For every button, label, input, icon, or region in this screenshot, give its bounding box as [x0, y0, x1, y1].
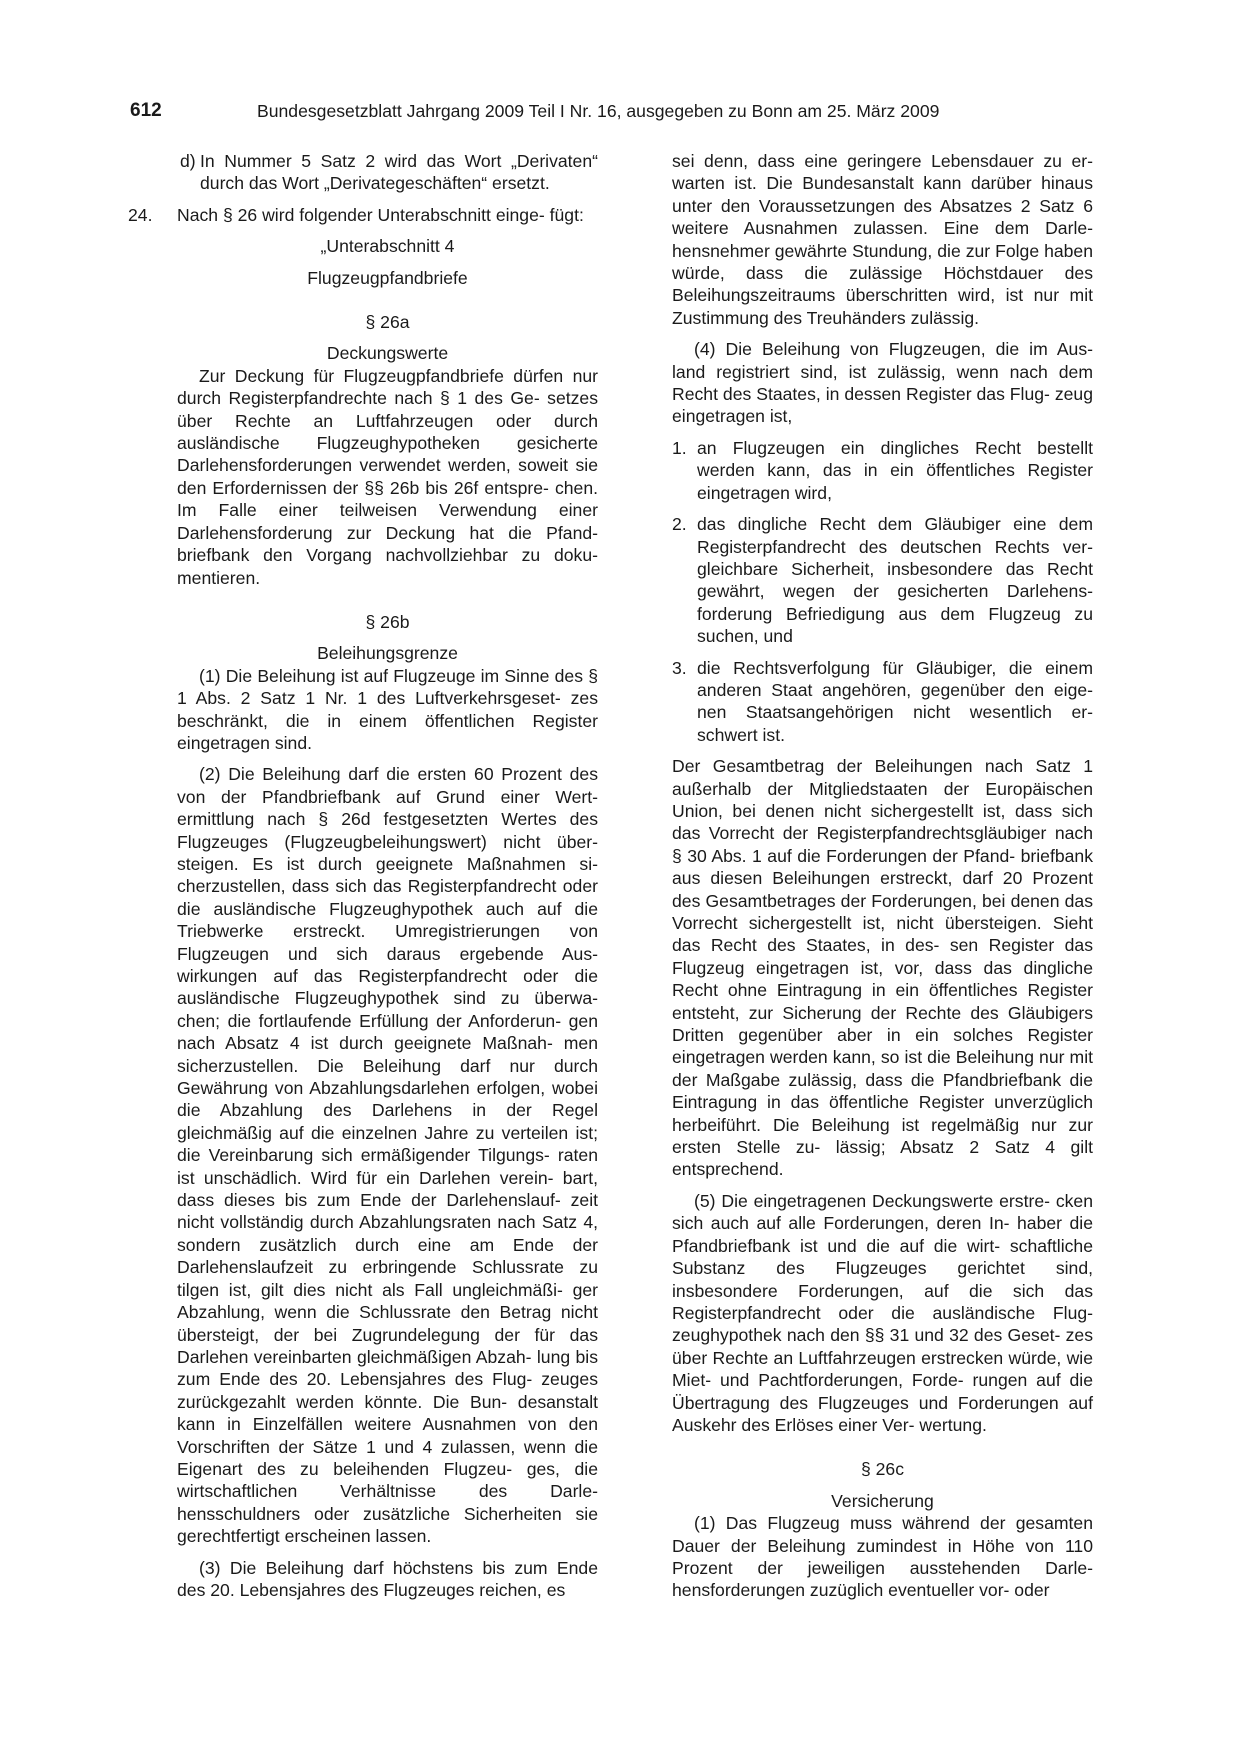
section-title-26c: Versicherung	[831, 1490, 934, 1511]
item-text: die Rechtsverfolgung für Gläubiger, die einem anderen Staat angehören, gegenüber den eige- nen Staatsangehörigen nicht wesentlich er- schwert ist.	[697, 657, 1093, 745]
item-label: 3.	[672, 657, 687, 678]
list-item-24	[128, 204, 598, 226]
item-text: das dingliche Recht dem Gläubiger eine dem Registerpfandrecht des deutschen Rechts ver- gleichbare Sicherheit, insbesondere das Recht gewährt, wegen der gesicherten Darlehens- forderung Befriedigung aus dem Flugzeug zu suchen, und	[697, 514, 1093, 647]
running-title: Bundesgesetzblatt Jahrgang 2009 Teil I Nr. 16, ausgegeben zu Bonn am 25. März 2009	[257, 101, 940, 121]
paragraph-26b-2: (2) Die Beleihung darf die ersten 60 Prozent des von der Pfandbriefbank auf Grund einer Wert- ermittlung nach § 26d festgesetzten Wertes des Flugzeuges (Flugzeugbeleihungswert) nicht über- steigen. Es ist durch geeignete Maßnahmen si- cherzustellen, dass sich das Registerpfandrecht oder die ausländische Flugzeughypothek auch auf die Triebwerke erstreckt. Umregistrierungen von Flugzeugen und sich daraus ergebende Aus- wirkungen auf das Registerpfandrecht oder die ausländische Flugzeughypothek sind zu überwa- chen; die fortlaufende Erfüllung der Anforderun- gen nach Absatz 4 ist durch geeignete Maßnah- men sicherzustellen. Die Beleihung darf nur durch Gewährung von Abzahlungsdarlehen erfolgen, wobei die Abzahlung des Darlehens in der Regel gleichmäßig auf die einzelnen Jahre zu verteilen ist; die Vereinbarung sich ermäßigender Tilgungs- raten ist unschädlich. Wird für ein Darlehen verein- bart, dass dieses bis zum Ende der Darlehenslauf- zeit nicht vollständig durch Abzahlungsraten nach Satz 4, sondern zusätzlich durch eine am Ende der Darlehenslaufzeit zu erbringende Schlussrate zu tilgen ist, gilt dies nicht als Fall ungleichmäßi- ger Abzahlung, wenn die Schlussrate den Betrag nicht übersteigt, der bei Zugrundelegung der für das Darlehen vereinbarten gleichmäßigen Abzah- lung bis zum Ende des 20. Lebensjahres des Flug- zeuges zurückgezahlt werden könnte. Die Bun- desanstalt kann in Einzelfällen weitere Ausnahmen von den Vorschriften der Sätze 1 und 4 zulassen, wenn die Eigenart des zu beleihenden Flugzeu- ges, die wirtschaftlichen Verhältnisse des Darle- hensschuldners oder zusätzliche Sicherheiten sie gerechtfertigt erscheinen lassen.	[177, 764, 598, 1547]
paragraph-26c-1: (1) Das Flugzeug muss während der gesamten Dauer der Beleihung zumindest in Höhe von 110 Prozent der jeweiligen ausstehenden Darle- hensforderungen zuzüglich eventueller vor- oder	[672, 1513, 1093, 1601]
page-header	[130, 100, 1110, 126]
subsection-title: Flugzeugpfandbriefe	[307, 267, 468, 288]
page-number: 612	[130, 100, 162, 121]
list-item-3	[672, 657, 1093, 747]
section-number-26b: § 26b	[365, 611, 410, 632]
section-number-26c: § 26c	[860, 1459, 905, 1480]
list-item-d	[180, 150, 598, 195]
section-title-26a: Deckungswerte	[326, 343, 449, 364]
item-label: 1.	[672, 437, 687, 458]
item-text: Nach § 26 wird folgender Unterabschnitt einge- fügt:	[177, 204, 584, 225]
section-title-26b: Beleihungsgrenze	[317, 643, 458, 664]
section-number-26a: § 26a	[365, 312, 410, 333]
paragraph-26b-5: (5) Die eingetragenen Deckungswerte erstre- cken sich auch auf alle Forderungen, deren In- haber die Pfandbriefbank ist und die auf die wirt- schaftliche Substanz des Flugzeuges gerichtet sind, insbesondere Forderungen, auf die sich das Registerpfandrecht oder die ausländische Flug- zeughypothek nach den §§ 31 und 32 des Geset- zes über Rechte an Luftfahrzeugen erstrecken würde, wie Miet- und Pachtforderungen, Forde- rungen auf die Übertragung des Flugzeuges und Forderungen auf Auskehr des Erlöses einer Ver- wertung.	[672, 1190, 1093, 1435]
item-label: 2.	[672, 514, 687, 535]
paragraph-26b-4-continued: Der Gesamtbetrag der Beleihungen nach Satz 1 außerhalb der Mitgliedstaaten der Europäischen Union, bei denen nicht sichergestellt ist, dass sich das Vorrecht der Registerpfandrechtsgläubiger nach § 30 Abs. 1 auf die Forderungen der Pfand- briefbank aus diesen Beleihungen erstreckt, darf 20 Prozent des Gesamtbetrages der Forderungen, bei denen das Vorrecht sichergestellt ist, nicht übersteigen. Sieht das Recht des Staates, in des- sen Register das Flugzeug eingetragen ist, vor, dass das dingliche Recht ohne Eintragung in ein öffentliches Register entsteht, zur Sicherung der Rechte des Gläubigers Dritten gegenüber aber in ein solches Register eingetragen werden kann, so ist die Beleihung nur mit der Maßgabe zulässig, dass die Pfandbriefbank die Eintragung in das öffentliche Register unverzüglich herbeiführt. Die Beleihung ist regelmäßig nur zur ersten Stelle zu- lässig; Absatz 2 Satz 4 gilt entsprechend.	[672, 756, 1093, 1180]
item-label: 24.	[128, 204, 153, 225]
subsection-heading: „Unterabschnitt 4	[320, 236, 455, 257]
paragraph-26b-4: (4) Die Beleihung von Flugzeugen, die im Aus- land registriert sind, ist zulässig, wenn nach dem Recht des Staates, in dessen Register das Flug- zeug eingetragen ist,	[672, 339, 1093, 427]
paragraph-26b-3: (3) Die Beleihung darf höchstens bis zum Ende des 20. Lebensjahres des Flugzeuges reichen, es	[177, 1557, 598, 1600]
left-column	[128, 150, 598, 1601]
list-item-1	[672, 437, 1093, 504]
item-label: d)	[180, 151, 196, 171]
paragraph-26b-1: (1) Die Beleihung ist auf Flugzeuge im Sinne des § 1 Abs. 2 Satz 1 Nr. 1 des Luftverkehrsgeset- zes beschränkt, die in einem öffentlichen Register eingetragen sind.	[177, 665, 598, 753]
paragraph-26a: Zur Deckung für Flugzeugpfandbriefe dürfen nur durch Registerpfandrechte nach § 1 des Ge- setzes über Rechte an Luftfahrzeugen oder durch ausländische Flugzeughypotheken gesicherte Darlehensforderungen verwendet werden, soweit sie den Erfordernissen der §§ 26b bis 26f entspre- chen. Im Falle einer teilweisen Verwendung einer Darlehensforderung zur Deckung hat die Pfand- briefbank den Vorgang nachvollziehbar zu doku- mentieren.	[177, 365, 598, 588]
item-text: an Flugzeugen ein dingliches Recht bestellt werden kann, das in ein öffentliches Register eingetragen wird,	[697, 437, 1093, 503]
paragraph-26b-3-continued: sei denn, dass eine geringere Lebensdauer zu er- warten ist. Die Bundesanstalt kann darüber hinaus unter den Voraussetzungen des Absatzes 2 Satz 6 weitere Ausnahmen zulassen. Eine dem Darle- hensnehmer gewährte Stundung, die zur Folge haben würde, dass die zulässige Höchstdauer des Beleihungszeitraums überschritten wird, ist nur mit Zustimmung des Treuhänders zulässig.	[672, 151, 1093, 328]
list-item-2	[672, 513, 1093, 647]
item-text: In Nummer 5 Satz 2 wird das Wort „Derivaten“ durch das Wort „Derivategeschäften“ ersetzt.	[200, 151, 598, 194]
right-column	[672, 150, 1093, 1602]
